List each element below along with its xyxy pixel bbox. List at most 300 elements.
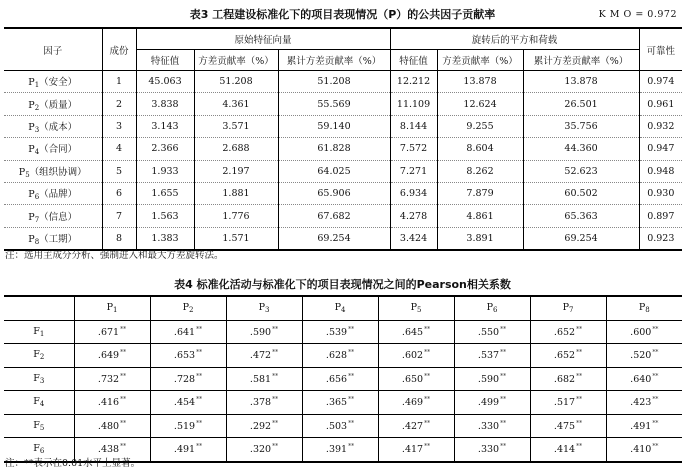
column-subscript: 2 xyxy=(188,306,194,315)
row-header xyxy=(4,391,74,415)
row-letter: F xyxy=(33,443,40,455)
correlation-value: .469 xyxy=(401,397,424,409)
cell-c1: 69.254 xyxy=(278,227,390,250)
factor-subscript: 8 xyxy=(34,237,40,246)
correlation-value: .330 xyxy=(477,444,500,456)
correlation-cell xyxy=(606,438,682,462)
row-subscript: 4 xyxy=(39,400,45,409)
significance-mark: ** xyxy=(424,349,431,357)
cell-c2: 69.254 xyxy=(523,227,639,250)
significance-mark: ** xyxy=(348,419,355,427)
cell-c2: 44.360 xyxy=(523,138,639,160)
column-subscript: 4 xyxy=(340,306,346,315)
table-row xyxy=(4,138,682,160)
cell-e1: 3.143 xyxy=(136,115,194,137)
factor-subscript: 3 xyxy=(34,125,40,134)
column-header xyxy=(74,296,150,320)
significance-mark: ** xyxy=(424,325,431,333)
factor-name: （质量） xyxy=(39,99,78,111)
significance-mark: ** xyxy=(272,349,279,357)
cell-e1: 1.655 xyxy=(136,182,194,204)
cell-e1: 1.563 xyxy=(136,205,194,227)
header-eigenvalue: 特征值 xyxy=(136,50,194,71)
correlation-cell xyxy=(226,320,302,344)
correlation-cell xyxy=(302,414,378,438)
table3-note: 注：选用主成分分析、强制进入和最大方差旋转法。 xyxy=(5,250,224,261)
correlation-cell xyxy=(378,391,454,415)
correlation-cell xyxy=(454,344,530,368)
row-header xyxy=(4,344,74,368)
correlation-value: .650 xyxy=(401,373,424,385)
correlation-cell xyxy=(150,367,226,391)
column-header xyxy=(378,296,454,320)
significance-mark: ** xyxy=(348,372,355,380)
significance-mark: ** xyxy=(348,325,355,333)
significance-mark: ** xyxy=(424,396,431,404)
correlation-value: .378 xyxy=(249,397,272,409)
correlation-cell xyxy=(302,320,378,344)
row-subscript: 2 xyxy=(39,353,45,362)
table-row xyxy=(4,367,682,391)
cell-c1: 51.208 xyxy=(278,71,390,93)
significance-mark: ** xyxy=(120,325,127,333)
correlation-value: .519 xyxy=(173,420,196,432)
correlation-value: .503 xyxy=(325,420,348,432)
cell-rel: 0.930 xyxy=(639,182,682,204)
header-variance-rotated: 方差贡献率（%） xyxy=(437,50,523,71)
factor-name: （成本） xyxy=(39,121,78,133)
factor-letter: P xyxy=(18,166,26,178)
correlation-value: .491 xyxy=(630,420,652,432)
cell-comp: 8 xyxy=(102,227,136,250)
cell-rel: 0.932 xyxy=(639,115,682,137)
table-row xyxy=(4,344,682,368)
header-eigenvalue-rotated: 特征值 xyxy=(390,50,437,71)
cell-c2: 60.502 xyxy=(523,182,639,204)
significance-mark: ** xyxy=(576,372,583,380)
factor-subscript: 2 xyxy=(34,103,40,112)
table4-title: 表4 标准化活动与标准化下的项目表现情况之间的Pearson相关系数 xyxy=(174,278,511,291)
pearson-correlation-table xyxy=(4,295,682,463)
correlation-cell xyxy=(454,320,530,344)
significance-mark: ** xyxy=(652,372,659,380)
table-row xyxy=(4,182,682,204)
correlation-cell xyxy=(454,367,530,391)
header-initial-eigen-group: 原始特征向量 xyxy=(136,28,390,50)
table4-note: 注：**表示在0.01水平上显著。 xyxy=(5,458,141,469)
correlation-cell xyxy=(454,414,530,438)
correlation-cell xyxy=(226,344,302,368)
factor-name: （组织协调） xyxy=(29,166,87,178)
cell-e2: 7.271 xyxy=(390,160,437,182)
row-subscript: 5 xyxy=(39,423,45,432)
factor-cell xyxy=(4,115,102,137)
column-subscript: 8 xyxy=(645,306,650,315)
correlation-value: .438 xyxy=(97,444,120,456)
factor-subscript: 1 xyxy=(34,81,40,90)
correlation-value: .417 xyxy=(401,444,424,456)
correlation-value: .728 xyxy=(173,373,196,385)
factor-name: （信息） xyxy=(39,211,78,223)
significance-mark: ** xyxy=(196,396,203,404)
table-row xyxy=(4,160,682,182)
column-header xyxy=(454,296,530,320)
cell-v2: 12.624 xyxy=(437,93,523,115)
correlation-cell xyxy=(226,414,302,438)
significance-mark: ** xyxy=(348,396,355,404)
significance-mark: ** xyxy=(424,443,431,451)
column-header xyxy=(530,296,606,320)
cell-v2: 3.891 xyxy=(437,227,523,250)
header-factor: 因子 xyxy=(4,28,102,71)
column-header xyxy=(226,296,302,320)
significance-mark: ** xyxy=(196,419,203,427)
correlation-cell xyxy=(530,320,606,344)
correlation-value: .472 xyxy=(249,350,272,362)
column-subscript: 5 xyxy=(416,306,422,315)
factor-letter: P xyxy=(28,211,35,223)
correlation-value: .628 xyxy=(325,350,348,362)
correlation-value: .550 xyxy=(477,326,500,338)
cell-c2: 35.756 xyxy=(523,115,639,137)
correlation-cell xyxy=(74,367,150,391)
correlation-value: .581 xyxy=(249,373,272,385)
column-subscript: 3 xyxy=(264,306,270,315)
correlation-value: .480 xyxy=(97,420,120,432)
significance-mark: ** xyxy=(120,443,127,451)
cell-e1: 3.838 xyxy=(136,93,194,115)
cell-rel: 0.974 xyxy=(639,71,682,93)
correlation-value: .391 xyxy=(325,444,348,456)
cell-comp: 7 xyxy=(102,205,136,227)
significance-mark: ** xyxy=(576,419,583,427)
significance-mark: ** xyxy=(652,349,659,357)
table3-title: 表3 工程建设标准化下的项目表现情况（P）的公共因子贡献率 xyxy=(189,8,496,21)
header-reliability: 可靠性 xyxy=(639,28,682,71)
cell-comp: 6 xyxy=(102,182,136,204)
cell-v2: 4.861 xyxy=(437,205,523,227)
header-cumulative-rotated: 累计方差贡献率（%） xyxy=(523,50,639,71)
significance-mark: ** xyxy=(196,349,203,357)
significance-mark: ** xyxy=(652,443,659,451)
correlation-value: .732 xyxy=(97,373,120,385)
correlation-cell xyxy=(606,344,682,368)
correlation-value: .330 xyxy=(477,420,500,432)
correlation-cell xyxy=(226,438,302,462)
cell-rel: 0.948 xyxy=(639,160,682,182)
correlation-cell xyxy=(530,414,606,438)
row-letter: F xyxy=(33,349,40,361)
correlation-cell xyxy=(454,438,530,462)
column-letter: P xyxy=(182,302,189,314)
factor-name: （合同） xyxy=(39,144,78,156)
significance-mark: ** xyxy=(196,443,203,451)
correlation-cell xyxy=(454,391,530,415)
correlation-value: .656 xyxy=(325,373,348,385)
factor-contribution-table xyxy=(4,27,682,251)
correlation-cell xyxy=(606,391,682,415)
correlation-value: .454 xyxy=(173,397,196,409)
cell-c1: 59.140 xyxy=(278,115,390,137)
significance-mark: ** xyxy=(424,419,431,427)
significance-mark: ** xyxy=(652,325,659,333)
cell-e1: 45.063 xyxy=(136,71,194,93)
table-row xyxy=(4,115,682,137)
corner-cell xyxy=(4,296,74,320)
column-header xyxy=(302,296,378,320)
cell-comp: 4 xyxy=(102,138,136,160)
cell-v1: 1.776 xyxy=(194,205,278,227)
correlation-value: .475 xyxy=(553,420,576,432)
header-rotated-loading-group: 旋转后的平方和荷载 xyxy=(390,28,639,50)
column-letter: P xyxy=(334,302,341,314)
cell-comp: 5 xyxy=(102,160,136,182)
table-row xyxy=(4,71,682,93)
cell-c1: 55.569 xyxy=(278,93,390,115)
correlation-value: .652 xyxy=(553,350,576,362)
significance-mark: ** xyxy=(576,325,583,333)
column-header xyxy=(150,296,226,320)
row-subscript: 6 xyxy=(39,447,45,456)
correlation-value: .491 xyxy=(173,444,196,456)
correlation-cell xyxy=(606,414,682,438)
significance-mark: ** xyxy=(272,372,279,380)
table-row xyxy=(4,391,682,415)
cell-e1: 2.366 xyxy=(136,138,194,160)
column-letter: P xyxy=(486,302,493,314)
correlation-cell xyxy=(378,344,454,368)
significance-mark: ** xyxy=(196,372,203,380)
significance-mark: ** xyxy=(652,419,659,427)
correlation-cell xyxy=(226,391,302,415)
correlation-cell xyxy=(530,344,606,368)
significance-mark: ** xyxy=(500,325,507,333)
correlation-value: .539 xyxy=(325,326,348,338)
correlation-value: .600 xyxy=(630,326,652,338)
cell-comp: 2 xyxy=(102,93,136,115)
cell-c1: 67.682 xyxy=(278,205,390,227)
table-row xyxy=(4,414,682,438)
cell-c1: 65.906 xyxy=(278,182,390,204)
factor-subscript: 5 xyxy=(25,170,30,179)
row-letter: F xyxy=(33,372,40,384)
correlation-cell xyxy=(302,367,378,391)
factor-cell xyxy=(4,205,102,227)
significance-mark: ** xyxy=(272,396,279,404)
column-letter: P xyxy=(638,302,646,314)
row-letter: F xyxy=(33,419,40,431)
cell-v2: 8.262 xyxy=(437,160,523,182)
factor-letter: P xyxy=(28,77,35,89)
cell-c2: 52.623 xyxy=(523,160,639,182)
significance-mark: ** xyxy=(348,443,355,451)
correlation-value: .590 xyxy=(249,326,272,338)
significance-mark: ** xyxy=(120,349,127,357)
column-letter: P xyxy=(258,302,265,314)
cell-c1: 61.828 xyxy=(278,138,390,160)
cell-e1: 1.933 xyxy=(136,160,194,182)
correlation-cell xyxy=(150,414,226,438)
correlation-value: .649 xyxy=(97,350,120,362)
cell-v1: 2.197 xyxy=(194,160,278,182)
factor-cell xyxy=(4,182,102,204)
cell-v1: 1.881 xyxy=(194,182,278,204)
header-cumulative: 累计方差贡献率（%） xyxy=(278,50,390,71)
row-letter: F xyxy=(33,325,40,337)
significance-mark: ** xyxy=(120,419,127,427)
row-header xyxy=(4,414,74,438)
factor-letter: P xyxy=(28,99,35,111)
correlation-value: .499 xyxy=(477,397,500,409)
cell-c1: 64.025 xyxy=(278,160,390,182)
factor-letter: P xyxy=(28,233,35,245)
cell-v1: 3.571 xyxy=(194,115,278,137)
significance-mark: ** xyxy=(120,372,127,380)
factor-cell xyxy=(4,160,102,182)
column-subscript: 1 xyxy=(112,306,118,315)
correlation-value: .416 xyxy=(97,397,120,409)
correlation-value: .292 xyxy=(249,420,272,432)
column-letter: P xyxy=(562,302,569,314)
cell-c2: 65.363 xyxy=(523,205,639,227)
correlation-value: .414 xyxy=(553,444,576,456)
significance-mark: ** xyxy=(500,349,507,357)
correlation-value: .365 xyxy=(325,397,348,409)
cell-e2: 8.144 xyxy=(390,115,437,137)
cell-rel: 0.947 xyxy=(639,138,682,160)
correlation-value: .671 xyxy=(97,326,120,338)
correlation-cell xyxy=(606,367,682,391)
table-row xyxy=(4,320,682,344)
correlation-cell xyxy=(74,414,150,438)
significance-mark: ** xyxy=(272,325,279,333)
factor-letter: P xyxy=(28,144,35,156)
cell-v2: 7.879 xyxy=(437,182,523,204)
correlation-cell xyxy=(302,391,378,415)
correlation-value: .320 xyxy=(249,444,272,456)
cell-v1: 2.688 xyxy=(194,138,278,160)
factor-subscript: 4 xyxy=(34,148,40,157)
significance-mark: ** xyxy=(500,372,507,380)
column-letter: P xyxy=(106,302,113,314)
correlation-value: .590 xyxy=(477,373,500,385)
cell-v2: 13.878 xyxy=(437,71,523,93)
correlation-cell xyxy=(74,391,150,415)
column-header xyxy=(606,296,682,320)
correlation-cell xyxy=(74,344,150,368)
row-letter: F xyxy=(33,396,40,408)
cell-v2: 8.604 xyxy=(437,138,523,160)
correlation-cell xyxy=(378,320,454,344)
correlation-cell xyxy=(530,367,606,391)
factor-subscript: 6 xyxy=(34,193,40,202)
correlation-value: .640 xyxy=(630,373,652,385)
factor-name: （安全） xyxy=(39,77,78,89)
correlation-cell xyxy=(150,344,226,368)
header-component: 成份 xyxy=(102,28,136,71)
factor-subscript: 7 xyxy=(34,215,40,224)
table-row xyxy=(4,227,682,250)
cell-e2: 7.572 xyxy=(390,138,437,160)
correlation-value: .537 xyxy=(477,350,500,362)
correlation-value: .652 xyxy=(553,326,576,338)
correlation-cell xyxy=(530,438,606,462)
correlation-cell xyxy=(378,438,454,462)
cell-e2: 6.934 xyxy=(390,182,437,204)
table3-caption xyxy=(0,6,685,24)
cell-v1: 1.571 xyxy=(194,227,278,250)
row-header xyxy=(4,367,74,391)
cell-comp: 1 xyxy=(102,71,136,93)
cell-v1: 4.361 xyxy=(194,93,278,115)
cell-rel: 0.961 xyxy=(639,93,682,115)
correlation-value: .602 xyxy=(401,350,424,362)
cell-c2: 26.501 xyxy=(523,93,639,115)
correlation-value: .653 xyxy=(173,350,196,362)
factor-cell xyxy=(4,227,102,250)
correlation-cell xyxy=(150,438,226,462)
significance-mark: ** xyxy=(120,396,127,404)
correlation-cell xyxy=(378,414,454,438)
correlation-cell xyxy=(150,391,226,415)
header-variance: 方差贡献率（%） xyxy=(194,50,278,71)
correlation-cell xyxy=(150,320,226,344)
column-letter: P xyxy=(410,302,417,314)
factor-name: （工期） xyxy=(39,233,78,245)
table-row xyxy=(4,93,682,115)
correlation-value: .682 xyxy=(553,373,576,385)
significance-mark: ** xyxy=(576,443,583,451)
factor-letter: P xyxy=(28,189,35,201)
correlation-value: .645 xyxy=(401,326,424,338)
factor-letter: P xyxy=(28,121,35,133)
correlation-cell xyxy=(302,438,378,462)
correlation-cell xyxy=(530,391,606,415)
cell-e2: 3.424 xyxy=(390,227,437,250)
cell-v1: 51.208 xyxy=(194,71,278,93)
correlation-value: .423 xyxy=(630,397,652,409)
cell-e1: 1.383 xyxy=(136,227,194,250)
row-header xyxy=(4,320,74,344)
correlation-value: .427 xyxy=(401,420,424,432)
correlation-value: .410 xyxy=(630,444,652,456)
correlation-cell xyxy=(606,320,682,344)
significance-mark: ** xyxy=(500,419,507,427)
correlation-cell xyxy=(302,344,378,368)
cell-c2: 13.878 xyxy=(523,71,639,93)
cell-comp: 3 xyxy=(102,115,136,137)
correlation-cell xyxy=(378,367,454,391)
column-subscript: 6 xyxy=(492,306,498,315)
factor-cell xyxy=(4,93,102,115)
correlation-value: .517 xyxy=(553,397,576,409)
cell-rel: 0.897 xyxy=(639,205,682,227)
significance-mark: ** xyxy=(196,325,203,333)
cell-e2: 4.278 xyxy=(390,205,437,227)
significance-mark: ** xyxy=(424,372,431,380)
significance-mark: ** xyxy=(348,349,355,357)
cell-rel: 0.923 xyxy=(639,227,682,250)
significance-mark: ** xyxy=(576,349,583,357)
significance-mark: ** xyxy=(272,443,279,451)
factor-cell xyxy=(4,138,102,160)
factor-cell xyxy=(4,71,102,93)
cell-v2: 9.255 xyxy=(437,115,523,137)
factor-name: （品牌） xyxy=(39,189,78,201)
significance-mark: ** xyxy=(500,443,507,451)
significance-mark: ** xyxy=(652,396,659,404)
table-row xyxy=(4,205,682,227)
